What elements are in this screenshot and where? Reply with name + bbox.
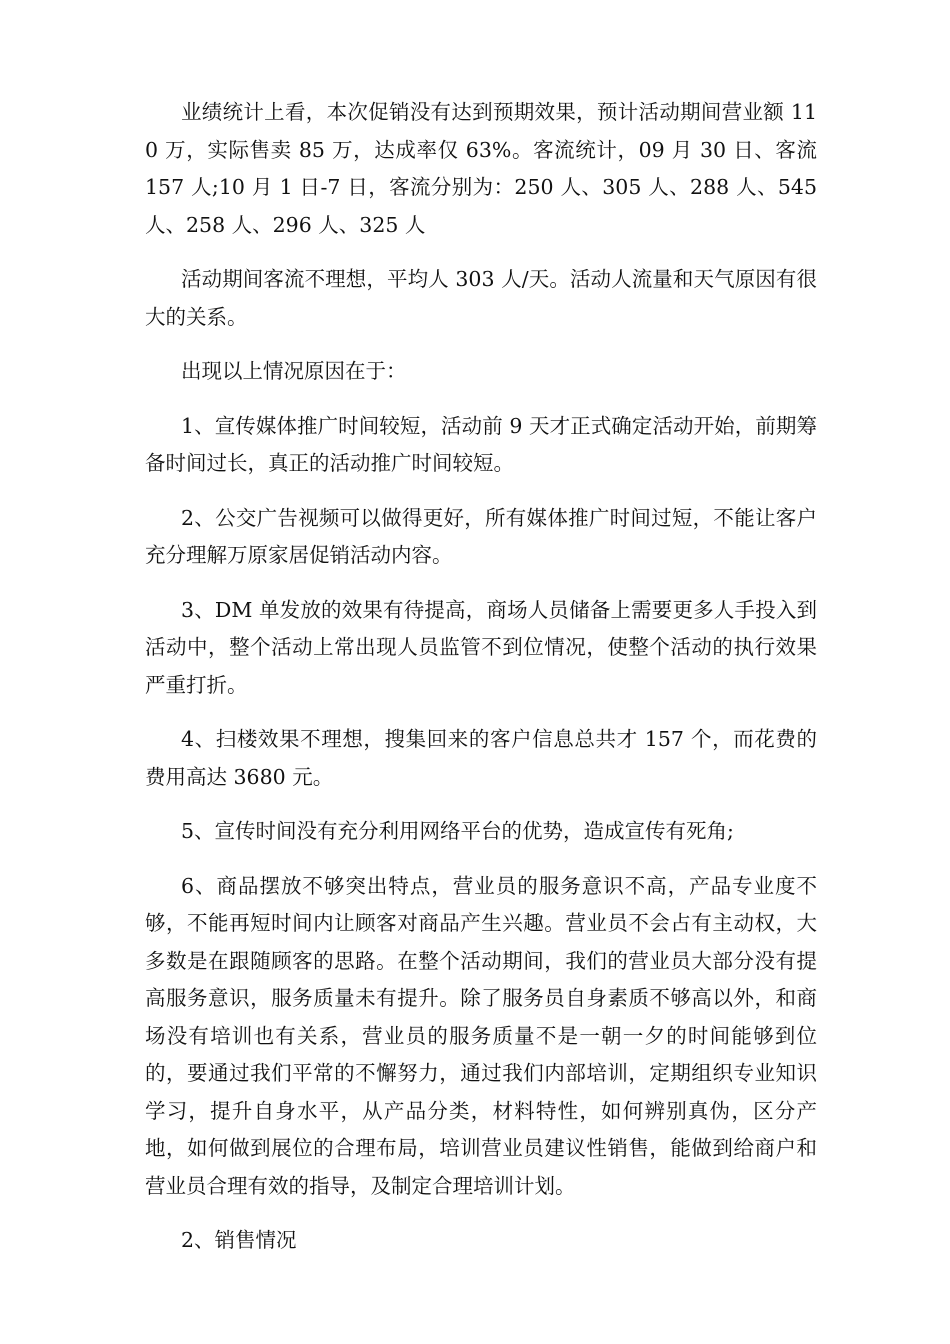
paragraph-reason-6: 6、商品摆放不够突出特点，营业员的服务意识不高，产品专业度不够，不能再短时间内让顾客对商品产生兴趣。营业员不会占有主动权，大多数是在跟随顾客的思路。在整个活动期间，我们的营业员大部分没有提高服务意识，服务质量未有提升。除了服务员自身素质不够高以外，和商场没有培训也有关系，营业员的服务质量不是一朝一夕的时间能够到位的，要通过我们平常的不懈努力，通过我们内部培训，定期组织专业知识学习，提升自身水平，从产品分类，材料特性，如何辨别真伪，区分产地，如何做到展位的合理布局，培训营业员建议性销售，能做到给商户和营业员合理有效的指导，及制定合理培训计划。 <box>145 873 817 1198</box>
paragraph-reason-3: 3、DM 单发放的效果有待提高，商场人员储备上需要更多人手投入到活动中，整个活动上常出现人员监管不到位情况，使整个活动的执行效果严重打折。 <box>145 597 817 697</box>
document-page <box>145 94 817 1260</box>
section-heading-sales: 2、销售情况 <box>181 1228 297 1252</box>
paragraph-reasons-heading: 出现以上情况原因在于： <box>181 359 407 383</box>
paragraph-reason-4: 4、扫楼效果不理想，搜集回来的客户信息总共才 157 个，而花费的费用高达 3680 元。 <box>145 727 817 789</box>
paragraph-customer-flow: 活动期间客流不理想，平均人 303 人/天。活动人流量和天气原因有很大的关系。 <box>145 267 817 329</box>
paragraph-reason-2: 2、公交广告视频可以做得更好，所有媒体推广时间过短，不能让客户充分理解万原家居促销活动内容。 <box>145 505 817 567</box>
paragraph-reason-1: 1、宣传媒体推广时间较短，活动前 9 天才正式确定活动开始，前期筹备时间过长，真正的活动推广时间较短。 <box>145 413 817 475</box>
paragraph-sales-statistics: 业绩统计上看，本次促销没有达到预期效果，预计活动期间营业额 110 万，实际售卖 85 万，达成率仅 63%。客流统计，09 月 30 日、客流 157 人;10 月 1 日-7 日，客流分别为：250 人、305 人、288 人、545 人、258 人、296 人、325 人 <box>145 100 817 237</box>
paragraph-reason-5: 5、宣传时间没有充分利用网络平台的优势，造成宣传有死角; <box>181 819 734 843</box>
